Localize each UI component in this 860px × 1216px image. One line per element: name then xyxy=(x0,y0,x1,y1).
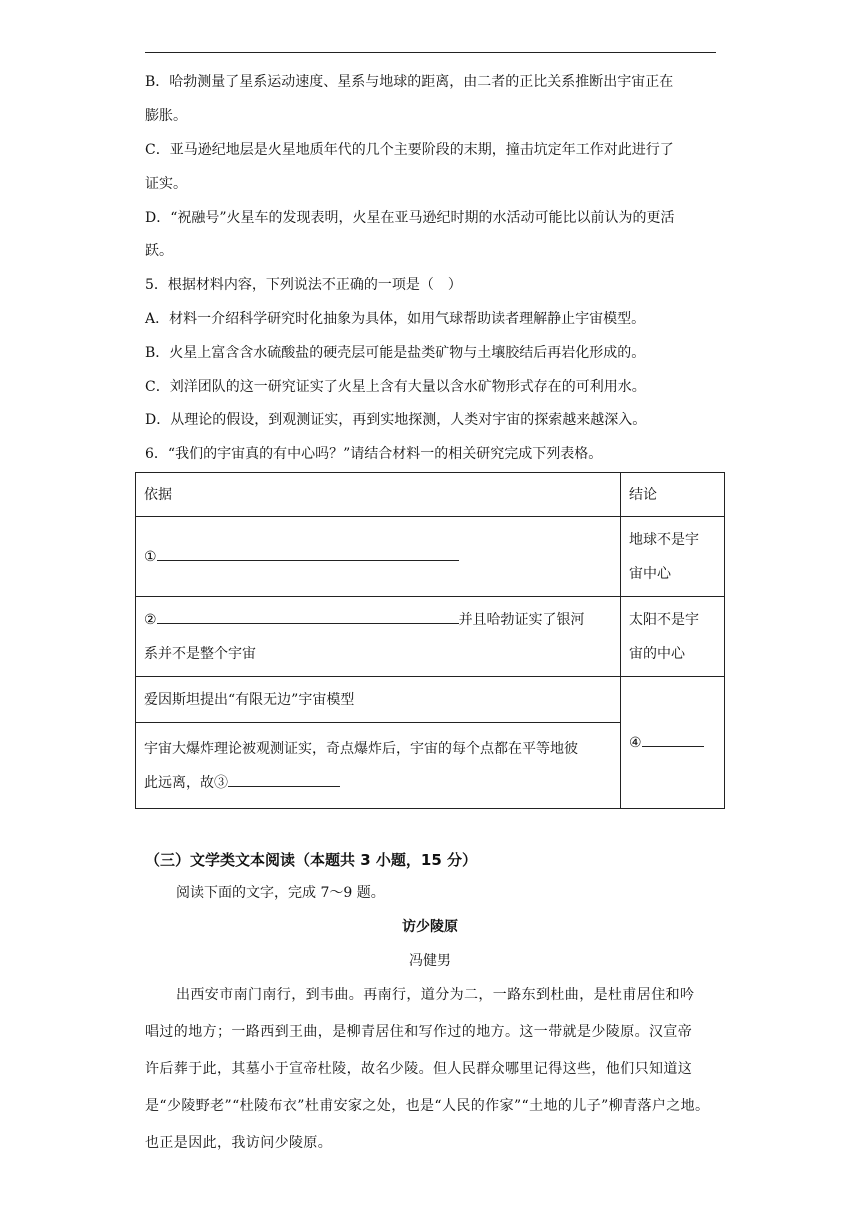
row34-mark: ④ xyxy=(629,734,642,751)
header-rule xyxy=(145,52,716,53)
article-author: 冯健男 xyxy=(409,953,451,969)
header-basis: 依据 xyxy=(136,473,621,517)
answer-blank-4[interactable] xyxy=(642,730,704,747)
row34-conclusion xyxy=(621,677,725,809)
q5-option-b: B．火星上富含含水硫酸盐的硬壳层可能是盐类矿物与土壤胶结后再岩化形成的。 xyxy=(145,345,646,361)
row2-basis xyxy=(136,597,621,677)
header-conclusion: 结论 xyxy=(621,473,725,517)
q6-row-2 xyxy=(136,597,725,677)
row4-line1: 宇宙大爆炸理论被观测证实，奇点爆炸后，宇宙的每个点都在平等地彼 xyxy=(144,740,578,757)
row4-line2: 此远离，故③ xyxy=(144,774,228,791)
q4-option-c-line1: C．亚马逊纪地层是火星地质年代的几个主要阶段的末期，撞击坑定年工作对此进行了 xyxy=(145,142,674,158)
section-3-instruction: 阅读下面的文字，完成 7～9 题。 xyxy=(176,885,385,901)
q5-option-d: D．从理论的假设，到观测证实，再到实地探测，人类对宇宙的探索越来越深入。 xyxy=(145,412,647,428)
row2-conclusion-line2: 宙的中心 xyxy=(629,645,685,662)
q4-option-d-line1: D．“祝融号”火星车的发现表明，火星在亚马逊纪时期的水活动可能比以前认为的更活 xyxy=(145,210,675,226)
q6-table-header-row xyxy=(136,473,725,517)
q6-stem: 6．“我们的宇宙真的有中心吗？”请结合材料一的相关研究完成下列表格。 xyxy=(145,446,603,462)
q4-option-d-line2: 跃。 xyxy=(145,243,173,259)
row1-basis xyxy=(136,517,621,597)
paragraph-line: 也正是因此，我访问少陵原。 xyxy=(145,1135,333,1151)
answer-blank-2[interactable] xyxy=(157,607,459,624)
q4-option-b-line2: 膨胀。 xyxy=(145,108,187,124)
q4-option-c-line2: 证实。 xyxy=(145,176,187,192)
row1-conclusion xyxy=(621,517,725,597)
row2-conclusion-line1: 太阳不是宇 xyxy=(629,611,699,628)
row2-line2: 系并不是整个宇宙 xyxy=(144,645,256,662)
q6-row-3 xyxy=(136,677,725,723)
paragraph-line: 唱过的地方；一路西到王曲，是柳青居住和写作过的地方。这一带就是少陵原。汉宣帝 xyxy=(145,1024,693,1040)
paragraph-line: 是“少陵野老”“杜陵布衣”杜甫安家之处，也是“人民的作家”“土地的儿子”柳青落户之地。 xyxy=(145,1098,710,1114)
article-paragraph xyxy=(145,977,719,1162)
row1-mark: ① xyxy=(144,548,157,565)
q6-table xyxy=(135,472,725,809)
q4-option-b-line1: B．哈勃测量了星系运动速度、星系与地球的距离，由二者的正比关系推断出宇宙正在 xyxy=(145,74,674,90)
q6-row-1 xyxy=(136,517,725,597)
q5-option-c: C．刘洋团队的这一研究证实了火星上含有大量以含水矿物形式存在的可利用水。 xyxy=(145,379,646,395)
q5-option-a: A．材料一介绍科学研究时化抽象为具体，如用气球帮助读者理解静止宇宙模型。 xyxy=(145,311,646,327)
article-title: 访少陵原 xyxy=(402,919,458,935)
paragraph-line: 出西安市南门南行，到韦曲。再南行，道分为二，一路东到杜曲，是杜甫居住和吟 xyxy=(176,987,695,1003)
section-3-title: （三）文学类文本阅读（本题共 3 小题，15 分） xyxy=(145,851,477,869)
row1-conclusion-line1: 地球不是宇 xyxy=(629,531,699,548)
answer-blank-1[interactable] xyxy=(157,544,459,561)
row1-conclusion-line2: 宙中心 xyxy=(629,565,671,582)
paragraph-line: 许后葬于此，其墓小于宣帝杜陵，故名少陵。但人民群众哪里记得这些，他们只知道这 xyxy=(145,1061,693,1077)
q5-stem: 5．根据材料内容，下列说法不正确的一项是（ ） xyxy=(145,277,462,293)
row4-basis xyxy=(136,723,621,809)
row2-mark: ② xyxy=(144,611,157,628)
row2-tail: 并且哈勃证实了银河 xyxy=(458,611,585,628)
row3-basis: 爱因斯坦提出“有限无边”宇宙模型 xyxy=(136,677,621,723)
answer-blank-3[interactable] xyxy=(228,770,340,787)
row2-conclusion xyxy=(621,597,725,677)
